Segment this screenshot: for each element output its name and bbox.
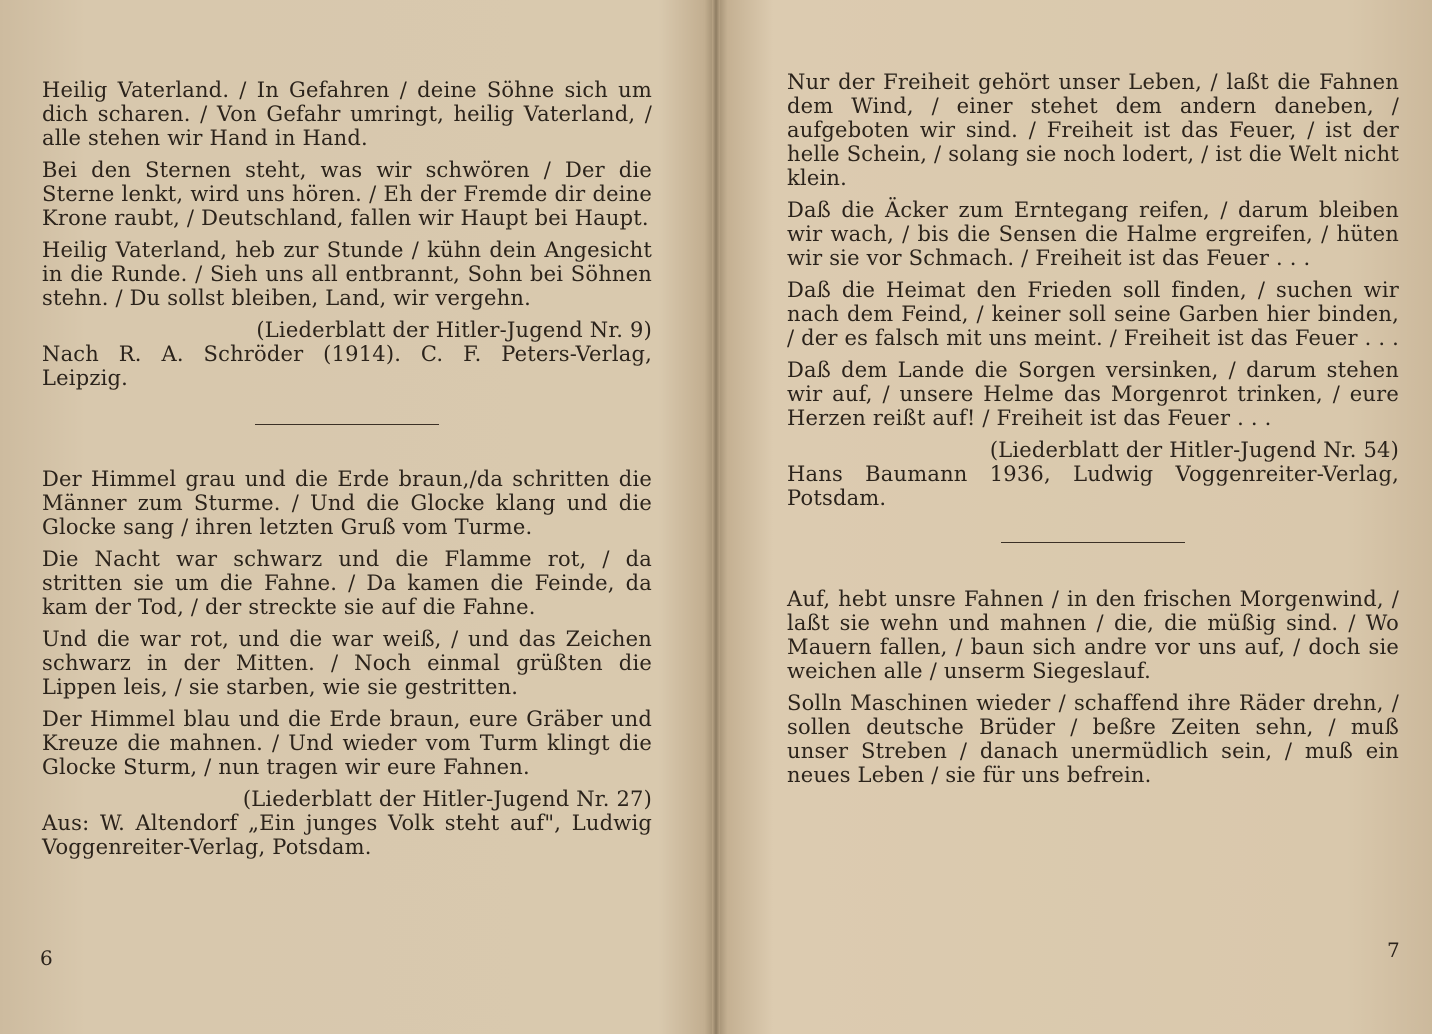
song-source: (Liederblatt der Hitler-Jugend Nr. 9) [256,318,652,342]
poem-stanza: Bei den Sternen steht, was wir schwören / Der die Sterne lenkt, wird uns hören. / Eh der Fremde dir deine Krone raubt, / Deutschland, fallen wir Haupt bei Haupt. [42,158,652,230]
poem-stanza: Der Himmel blau und die Erde braun, eure Gräber und Kreuze die mahnen. / Und wieder vom Turm klingt die Glocke Sturm, / nun tragen wir eure Fahnen. [42,707,652,779]
right-page-text [787,70,1399,795]
left-page-text [42,78,652,859]
left-page [0,0,715,1034]
song-publisher: Nach R. A. Schröder (1914). C. F. Peters-Verlag, Leipzig. [42,342,652,390]
song-publisher: Hans Baumann 1936, Ludwig Voggenreiter-Verlag, Potsdam. [787,462,1399,510]
poem-stanza: Heilig Vaterland. / In Gefahren / deine Söhne sich um dich scharen. / Von Gefahr umringt, heilig Vaterland, / alle stehen wir Hand in Hand. [42,78,652,150]
song-publisher: Aus: W. Altendorf „Ein junges Volk steht auf", Ludwig Voggenreiter-Verlag, Potsdam. [42,811,652,859]
poem-stanza: Und die war rot, und die war weiß, / und das Zeichen schwarz in der Mitten. / Noch einmal grüßten die Lippen leis, / sie starben, wie sie gestritten. [42,627,652,699]
poem-stanza: Auf, hebt unsre Fahnen / in den frischen Morgenwind, / laßt sie wehn und mahnen / die, die müßig sind. / Wo Mauern fallen, / baun sich andre vor uns auf, / doch sie weichen alle / unserm Siegeslauf. [787,587,1399,683]
page-number: 6 [40,946,53,970]
poem-stanza: Daß die Äcker zum Erntegang reifen, / darum bleiben wir wach, / bis die Sensen die Halme ergreifen, / hüten wir sie vor Schmach. / Freiheit ist das Feuer . . . [787,198,1399,270]
song-source: (Liederblatt der Hitler-Jugend Nr. 27) [242,787,652,811]
song-source: (Liederblatt der Hitler-Jugend Nr. 54) [989,438,1399,462]
poem-stanza: Solln Maschinen wieder / schaffend ihre Räder drehn, / sollen deutsche Brüder / beßre Zeiten sehn, / muß unser Streben / danach unermüdlich sein, / muß ein neues Leben / sie für uns befrein. [787,691,1399,787]
right-page [717,0,1432,1034]
poem-stanza: Der Himmel grau und die Erde braun,/da schritten die Männer zum Sturme. / Und die Glocke klang und die Glocke sang / ihren letzten Gruß vom Turme. [42,467,652,539]
section-divider [255,424,439,425]
poem-stanza: Daß die Heimat den Frieden soll finden, / suchen wir nach dem Feind, / keiner soll seine Garben hier binden, / der es falsch mit uns meint. / Freiheit ist das Feuer . . . [787,278,1399,350]
page-number: 7 [1387,938,1400,962]
poem-stanza: Die Nacht war schwarz und die Flamme rot, / da stritten sie um die Fahne. / Da kamen die Feinde, da kam der Tod, / der streckte sie auf die Fahne. [42,547,652,619]
poem-stanza: Heilig Vaterland, heb zur Stunde / kühn dein Angesicht in die Runde. / Sieh uns all entbrannt, Sohn bei Söhnen stehn. / Du sollst bleiben, Land, wir vergehn. [42,238,652,310]
poem-stanza: Nur der Freiheit gehört unser Leben, / laßt die Fahnen dem Wind, / einer stehet dem andern daneben, / aufgeboten wir sind. / Freiheit ist das Feuer, / ist der helle Schein, / solang sie noch lodert, / ist die Welt nicht klein. [787,70,1399,190]
poem-stanza: Daß dem Lande die Sorgen versinken, / darum stehen wir auf, / unsere Helme das Morgenrot trinken, / eure Herzen reißt auf! / Freiheit ist das Feuer . . . [787,358,1399,430]
section-divider [1001,542,1185,543]
